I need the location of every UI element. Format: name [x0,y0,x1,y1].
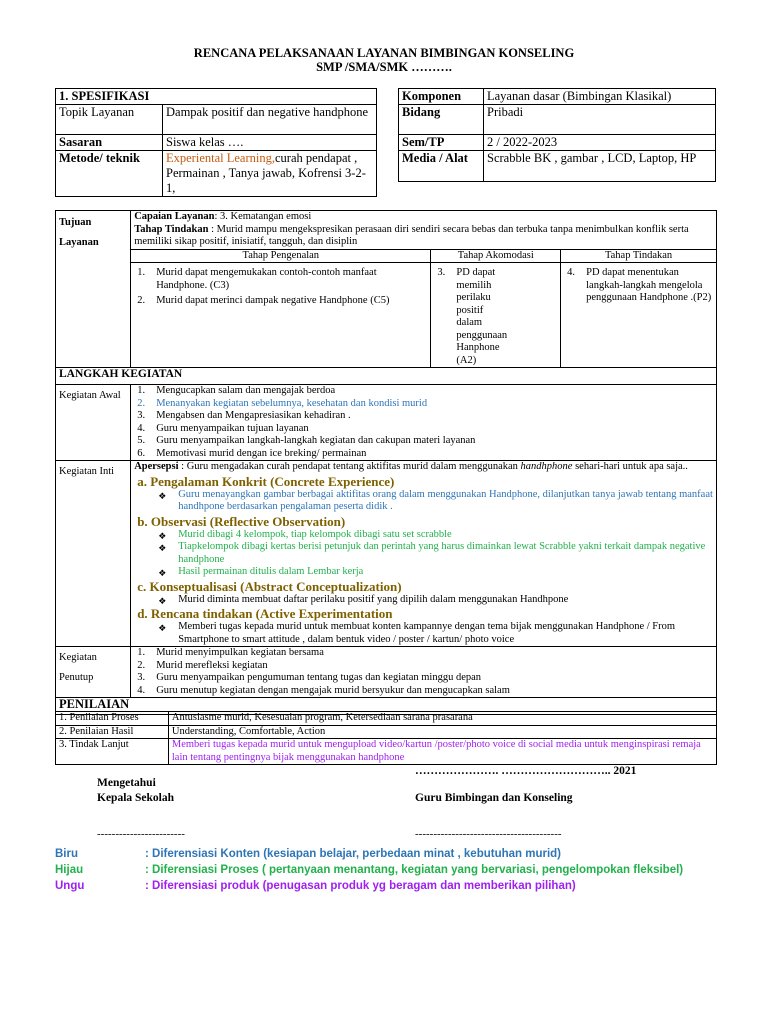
item-text: Guru menyampaikan langkah-langkah kegiatan dan cakupan materi layanan [156,435,476,446]
komponen-value: Layanan dasar (Bimbingan Klasikal) [484,89,716,105]
item-text: Guru menutup kegiatan dengan mengajak murid bersyukur dan mengucapkan salam [156,684,510,696]
item-number: 3. [137,672,146,683]
penutup-list [134,647,713,697]
penilaian-table [55,711,717,765]
inti-section-title [134,607,713,621]
kepala-signature-line: ------------------------ [97,828,185,840]
legend-key: Ungu [55,880,85,892]
penutup-label: Kegiatan Penutup [56,647,131,698]
item-text: Mengucapkan salam dan mengajak berdoa [156,385,336,396]
item-number: 5. [137,435,146,446]
semtp-label: Sem/TP [399,135,484,151]
inti-item [134,541,713,566]
inti-item [134,529,713,542]
section-title-text: Observasi (Reflective Observation) [150,513,346,529]
penilaian-value: Understanding, Comfortable, Action [168,725,716,739]
item-text: Mengabsen dan Mengapresiasikan kehadiran . [156,410,351,421]
legend-key: Biru [55,848,78,860]
penilaian-row [56,739,717,765]
awal-item [134,410,713,423]
legend-key: Hijau [55,864,84,876]
capaian-label: Capaian Layanan [134,211,215,222]
item-text: Memotivasi murid dengan ice breking/ permainan [156,447,367,459]
item-text: Menanyakan kegiatan sebelumnya, kesehatan dan kondisi murid [156,397,428,409]
item-text: Murid merefleksi kegiatan [156,659,268,671]
bidang-value: Pribadi [484,105,716,135]
mengetahui: Mengetahui [97,777,156,789]
diamond-bullet-icon: ❖ [158,623,167,633]
topik-value: Dampak positif dan negative handphone [163,105,377,135]
section-title-text: Rencana tindakan (Active Experimentation [150,606,393,621]
item-number: 4. [137,684,146,696]
item-number: 3. [137,410,146,421]
akomodasi-item: 3. PD dapat memilih perilaku positif dalam penggunaan Hanphone (A2) [437,267,508,366]
document-title: RENCANA PELAKSANAAN LAYANAN BIMBINGAN KONSELING [193,46,575,60]
penutup-item [134,685,713,698]
apersepsi: Apersepsi : Guru mengadakan curah pendapat tentang aktifitas murid dalam menggunakan handhphone sehari-hari untuk apa saja.. [134,461,688,472]
tindakan-item: 4. PD dapat menentukan langkah-langkah mengelola penggunaan Handphone .(P2) [567,267,712,303]
pengenalan-item: 2. Murid dapat merinci dampak negative Handphone (C5) [137,295,390,306]
item-number: 2. [137,397,146,409]
semtp-value: 2 / 2022-2023 [484,135,716,151]
tujuan-label: Tujuan Layanan [56,211,131,368]
awal-item [134,423,713,436]
sasaran-label: Sasaran [56,135,163,151]
awal-item [134,435,713,448]
item-text: Memberi tugas kepada murid untuk membuat konten kampannye dengan tema bijak menggunakan Handphone / From Smartphone to smart attitude , dalam bentuk video / poster / kartun/ photo voice [178,621,676,645]
inti-sections [134,475,713,647]
legend-text: : Diferensiasi Konten (kesiapan belajar, perbedaan minat , kebutuhan murid) [145,848,562,860]
awal-item [134,398,713,411]
inti-item [134,621,713,646]
awal-label: Kegiatan Awal [56,385,131,461]
diamond-bullet-icon: ❖ [158,595,167,606]
tahap-label: Tahap Tindakan [134,223,209,235]
penilaian-value: Memberi tugas kepada murid untuk mengupload video/kartun /poster/photo voice di social media untuk menginspirasi remaja lain tentang pentingnya bijak menggunakan handphone [168,739,716,765]
media-value: Scrabble BK , gambar , LCD, Laptop, HP [484,151,716,182]
penutup-item [134,647,713,660]
legend-text: : Diferensiasi Proses ( pertanyaan menantang, kegiatan yang bervariasi, pengelompokan fleksibel) [145,864,684,876]
media-label: Media / Alat [399,151,484,182]
section-title-text: Konseptualisasi (Abstract Conceptualization) [149,578,402,594]
inti-section-title [134,580,713,594]
legend-row [55,864,755,880]
inti-section-title [134,475,713,489]
penilaian-label: 2. Penilaian Hasil [56,725,169,739]
item-number: 1. [137,385,146,396]
item-number: 2. [137,659,146,671]
kepala-sekolah: Kepala Sekolah [97,792,175,804]
item-text: Hasil permainan ditulis dalam Lembar kerja [178,566,364,577]
item-text: Guru menyampaikan tujuan layanan [156,422,309,434]
legend-text: : Diferensiasi produk (penugasan produk yg beragam dan memberikan pilihan) [145,880,576,892]
bidang-label: Bidang [399,105,484,135]
penilaian-value: Antusiasme murid, Kesesuaian program, Ketersediaan sarana prasarana [168,712,716,726]
item-text: Guru menyampaikan pengumuman tentang tugas dan kegiatan minggu depan [156,672,482,683]
diamond-bullet-icon: ❖ [158,568,167,578]
penilaian-label: 1. Penilaian Proses [56,712,169,726]
section-letter: b. [137,513,151,529]
main-table [55,210,717,715]
item-text: Murid dibagi 4 kelompok, tiap kelompok dibagi satu set scrabble [178,528,452,540]
penutup-cell [131,647,717,698]
inti-label: Kegiatan Inti [56,461,131,647]
guru-signature-line: ---------------------------------------- [415,828,562,840]
penutup-item [134,672,713,685]
item-text: Murid menyimpulkan kegiatan bersama [156,647,324,658]
section-title-text: Pengalaman Konkrit (Concrete Experience) [150,473,395,489]
metode-highlight: Experiental Learning, [166,151,275,165]
diamond-bullet-icon: ❖ [158,490,167,501]
section-letter: a. [137,473,151,489]
spec-heading: 1. SPESIFIKASI [56,89,377,105]
section-letter: c. [137,578,150,594]
spec-left-table [55,88,377,197]
metode-value [163,151,377,197]
inti-item [134,594,713,607]
awal-list [134,385,713,460]
tindakan-cell [561,263,717,368]
document-subtitle: SMP /SMA/SMK ………. [316,60,452,74]
penilaian-row [56,725,717,739]
metode-rest: curah pendapat , Permainan , Tanya jawab, Kofrensi 3-2-1, [166,151,366,195]
awal-item [134,385,713,398]
legend [55,848,755,896]
capaian-value: : 3. Kematangan emosi [214,211,312,222]
legend-row [55,848,755,864]
awal-item [134,448,713,461]
inti-item [134,566,713,579]
item-text: Tiapkelompok dibagi kertas berisi petunjuk dan perintah yang harus dimainkan lewat Scrabble yakni terkait dampak negative handphone [178,541,706,565]
diamond-bullet-icon: ❖ [158,530,167,541]
item-number: 6. [137,447,146,459]
pengenalan-item: 1. Murid dapat mengemukakan contoh-contoh manfaat Handphone. (C3) [137,267,377,291]
akomodasi-cell [431,263,561,368]
sasaran-value: Siswa kelas …. [163,135,377,151]
inti-section-title [134,515,713,529]
penilaian-row [56,712,717,726]
topik-label: Topik Layanan [56,105,163,135]
inti-item [134,489,713,514]
col-pengenalan: Tahap Pengenalan [131,249,431,263]
diamond-bullet-icon: ❖ [158,543,167,553]
tahap-value: : Murid mampu mengekspresikan perasaan diri sendiri secara bebas dan terbuka tanpa menimbulkan konflik serta memiliki sikap positif, inisiatif, tangguh, dan disiplin [134,223,689,247]
section-letter: d. [137,606,151,621]
col-tindakan: Tahap Tindakan [561,249,717,263]
guru-bk: Guru Bimbingan dan Konseling [415,792,573,804]
awal-cell [131,385,717,461]
date-line: …………………. ……………………….. 2021 [415,765,637,777]
pengenalan-cell [131,263,431,368]
inti-cell [131,461,717,647]
spec-right-table [398,88,716,182]
item-number: 4. [137,422,146,434]
penilaian-heading: PENILAIAN [56,698,717,715]
langkah-heading: LANGKAH KEGIATAN [56,368,717,385]
item-text: Guru menayangkan gambar berbagai aktifitas orang dalam menggunakan Handphone, dilanjutkan tanya jawab tentang manfaat handhpone berdasarkan pengalaman peserta didik . [178,488,713,512]
item-number: 1. [137,647,146,658]
tujuan-desc [131,211,717,250]
item-text: Murid diminta membuat daftar perilaku positif yang dipilih dalam menggunakan Handhpone [178,593,569,605]
penilaian-label: 3. Tindak Lanjut [56,739,169,765]
legend-row [55,880,755,896]
col-akomodasi: Tahap Akomodasi [431,249,561,263]
komponen-label: Komponen [399,89,484,105]
penutup-item [134,660,713,673]
metode-label: Metode/ teknik [56,151,163,197]
